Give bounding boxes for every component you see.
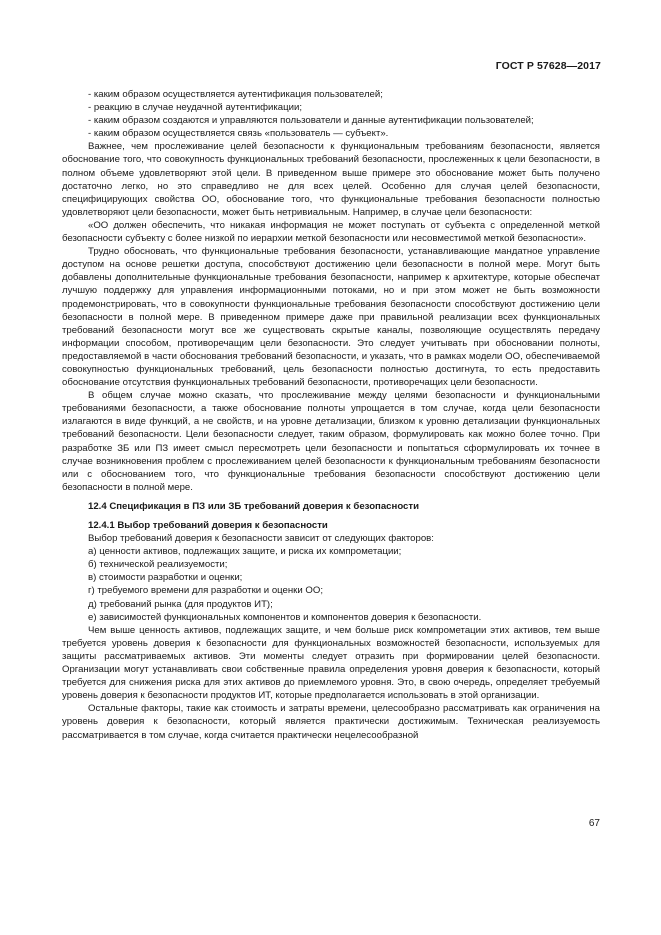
factor-item: б) технической реализуемости; (88, 559, 228, 571)
paragraph: Чем выше ценность активов, подлежащих защите, и чем больше риск компрометации этих активов, тем выше требуется уровень доверия к безопасности для функциональных возможностей безопасности, используемых для защиты рассматриваемых активов. Эти моменты следует отразить при формировании целей безопасности. Организации могут устанавливать свои собственные правила определения уровня доверия к безопасности, который требуется для снижения риска для этих активов до приемлемого уровня. Это, в свою очередь, определяет требуемый уровень доверия к безопасности продуктов ИТ, которые предполагается использовать в этой организации. (62, 624, 600, 702)
factor-item: в) стоимости разработки и оценки; (88, 572, 243, 584)
page-number: 67 (588, 818, 600, 829)
factors-intro: Выбор требований доверия к безопасности зависит от следующих факторов: (88, 533, 434, 545)
bullet-item: - каким образом осуществляется связь «пользователь — субъект». (88, 128, 389, 140)
paragraph: Остальные факторы, такие как стоимость и затраты времени, целесообразно рассматривать как ограничения на уровень доверия к безопасности, который является практически достижимым. Техническая реализуемость рассматривается в том случае, когда считается практически нецелесообразной (62, 703, 600, 741)
paragraph: Важнее, чем прослеживание целей безопасности к функциональным требованиям безопасности, является обоснование того, что совокупность функциональных требований безопасности, прослеженных к цели безопасности, в полном объеме удовлетворяют этой цели. В приведенном выше примере это обоснование может быть получено достаточно легко, но это справедливо не для всех целей. Особенно для случая целей безопасности, специфицирующих свойства ОО, обоснование того, что функциональные требования безопасности полностью удовлетворяют цели безопасности, может быть нетривиальным. Например, в случае цели безопасности: (62, 141, 600, 218)
bullet-item: - реакцию в случае неудачной аутентификации; (88, 102, 303, 114)
paragraph: Трудно обосновать, что функциональные требования безопасности, устанавливающие мандатное управление доступом на основе решетки доступа, способствуют достижению цели безопасности в полной мере. Могут быть добавлены дополнительные функциональные требования безопасности, например к архитектуре, которые обеспечат лучшую поддержку для управления информационными потоками, но и при этом может не быть возможности продемонстрировать, что в совокупности функциональные требования безопасности способствуют достижению цели безопасности в полной мере. В приведенном примере даже при правильной реализации всех функциональных требований безопасности могут все же существовать скрытые каналы, позволяющие осуществлять передачу информации способом, противоречащим цели безопасности. Это следует учитывать при обосновании полноты, предоставляемой в части обоснования требований безопасности, и указать, что в рамках модели ОО, обеспечиваемой совокупностью функциональных требований, цель безопасности полностью достигнута, то есть предоставить обоснование отсутствия функциональных требований безопасности, противоречащих цели безопасности. (62, 246, 600, 389)
paragraph: В общем случае можно сказать, что прослеживание между целями безопасности и функциональными требованиями безопасности, а также обоснование полноты упрощается в том случае, когда цели безопасности излагаются в виде функций, а не свойств, и на уровне детализации, близком к уровню детализации функциональных требований безопасности. Цели безопасности следует, таким образом, формулировать как можно более точно. При разработке ЗБ или ПЗ имеет смысл пересмотреть цели безопасности и попытаться сформулировать их точнее в случае возникновения проблем с прослеживанием целей безопасности к функциональным требованиям безопасности или с обоснованием того, что функциональные требования безопасности способствуют достижению цели безопасности в полной мере. (62, 390, 600, 493)
subsection-heading: 12.4.1 Выбор требований доверия к безопасности (88, 520, 328, 531)
page-content (62, 88, 600, 742)
bullet-item: - каким образом создаются и управляются пользователи и данные аутентификации пользователей; (88, 115, 534, 127)
factor-item: а) ценности активов, подлежащих защите, и риска их компрометации; (88, 546, 402, 558)
factor-item: д) требований рынка (для продуктов ИТ); (88, 598, 273, 610)
section-heading: 12.4 Спецификация в ПЗ или ЗБ требований доверия к безопасности (88, 500, 419, 512)
document-code: ГОСТ Р 57628—2017 (495, 60, 601, 72)
quoted-objective: «ОО должен обеспечить, что никакая информация не может поступать от субъекта с определенной меткой безопасности субъекту с более низкой по иерархии меткой безопасности или несовместимой меткой безопасности». (62, 219, 600, 245)
bullet-item: - каким образом осуществляется аутентификация пользователей; (88, 89, 383, 100)
factor-item: е) зависимостей функциональных компонентов и компонентов доверия к безопасности. (88, 611, 482, 623)
factor-item: г) требуемого времени для разработки и оценки ОО; (88, 585, 323, 597)
